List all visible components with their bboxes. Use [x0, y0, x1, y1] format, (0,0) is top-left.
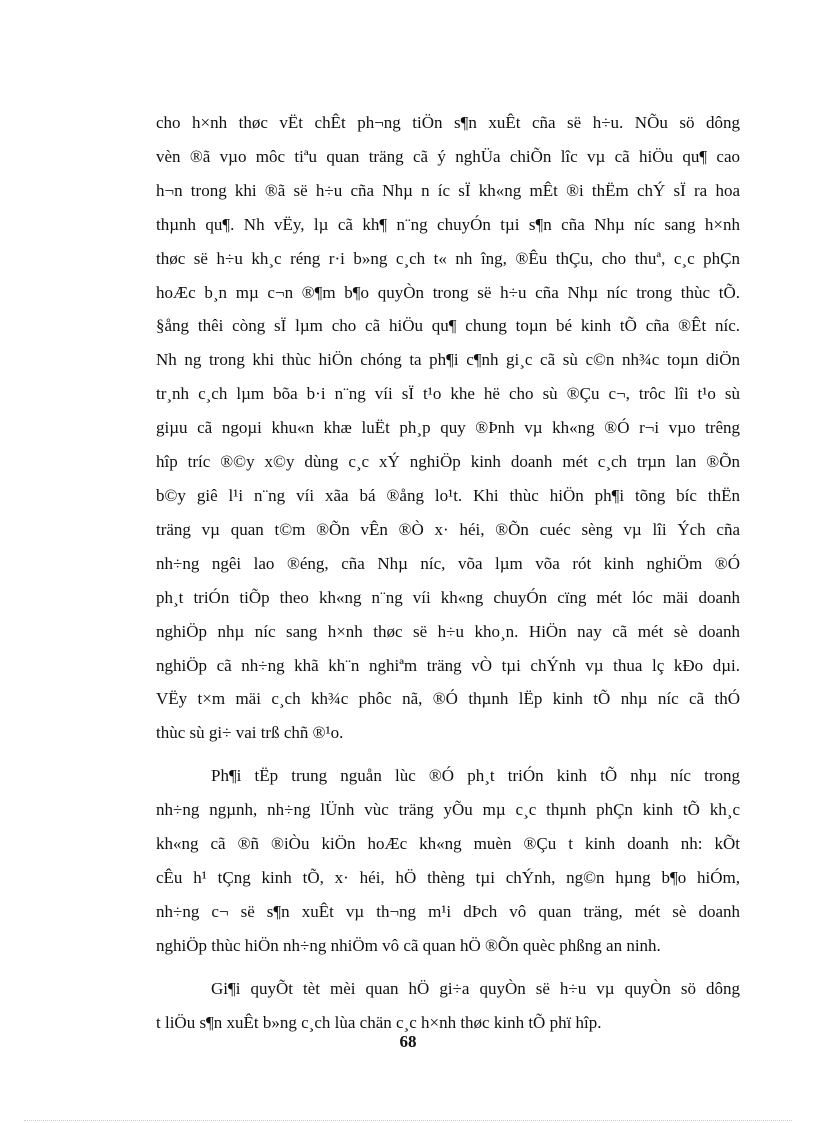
text-line: kh«ng cã ®ñ ®iÒu kiÖn hoÆc kh«ng muèn ®Çu t kinh doanh nh: kÕt [156, 834, 740, 854]
paragraph-1 [156, 106, 740, 750]
text-line: b©y giê l¹i n¨ng víi xãa bá ®ång lo¹t. Khi thùc hiÖn ph¶i tõng bíc thËn [156, 485, 740, 505]
text-line: thøc së h÷u kh¸c réng r·i b»ng c¸ch t« nh îng, ®Êu thÇu, cho thuª, c¸c phÇn [156, 248, 740, 268]
text-line: ph¸t triÓn tiÕp theo kh«ng n¨ng víi kh«ng chuyÓn cïng mét lóc mäi doanh [156, 587, 740, 607]
text-line: vèn ®ã vµo môc tiªu quan träng cã ý nghÜa chiÕn lîc vµ cã hiÖu qu¶ cao [156, 146, 740, 166]
text-line: träng vµ quan t©m ®Õn vÊn ®Ò x· héi, ®Õn cuéc sèng vµ lîi Ých cña [156, 519, 740, 539]
text-line-last: t liÖu s¶n xuÊt b»ng c¸ch lùa chän c¸c h×nh thøc kinh tÕ phï hîp. [156, 1012, 602, 1032]
text-line: VËy t×m mäi c¸ch kh¾c phôc nã, ®Ó thµnh lËp kinh tÕ nhµ níc cã thÓ [156, 689, 740, 709]
text-line: h¬n trong khi ®ã së h÷u cña Nhµ n íc sÏ kh«ng mÊt ®i thËm chÝ sÏ ra hoa [156, 180, 740, 200]
text-line-first: Ph¶i tËp trung nguån lùc ®Ó ph¸t triÓn kinh tÕ nhµ níc trong [211, 766, 740, 786]
text-line: thµnh qu¶. Nh vËy, lµ cã kh¶ n¨ng chuyÓn tµi s¶n cña Nhµ níc sang h×nh [156, 214, 740, 234]
paragraph-2 [156, 759, 740, 962]
page-bottom-divider [24, 1120, 792, 1121]
text-line: §ång thêi còng sÏ lµm cho cã hiÖu qu¶ chung toµn bé kinh tÕ cña ®Êt níc. [156, 316, 740, 336]
text-line: nh÷ng c¬ së s¶n xuÊt vµ th¬ng m¹i dÞch vô quan träng, mét sè doanh [156, 901, 740, 921]
text-line: Nh ng trong khi thùc hiÖn chóng ta ph¶i c¶nh gi¸c cã sù c©n nh¾c toµn diÖn [156, 350, 740, 370]
text-line: hîp tríc ®©y x©y dùng c¸c xÝ nghiÖp kinh doanh mét c¸ch trµn lan ®Õn [156, 452, 740, 472]
text-line: nghiÖp nhµ níc sang h×nh thøc së h÷u kho¸n. HiÖn nay cã mét sè doanh [156, 621, 740, 641]
text-line: tr¸nh c¸ch lµm bõa b·i n¨ng víi sÏ t¹o khe hë cho sù ®Çu c¬, trôc lîi t¹o sù [156, 384, 740, 404]
text-line-first: Gi¶i quyÕt tèt mèi quan hÖ gi÷a quyÒn së h÷u vµ quyÒn sö dông [211, 978, 740, 998]
paragraph-3 [156, 972, 740, 1040]
text-line: cÊu h¹ tÇng kinh tÕ, x· héi, hÖ thèng tµi chÝnh, ng©n hµng b¶o hiÓm, [156, 867, 740, 887]
text-line: nghiÖp cã nh÷ng khã kh¨n nghiªm träng vÒ tµi chÝnh vµ thua lç kÐo dµi. [156, 655, 740, 675]
text-line-last: thùc sù gi÷ vai trß chñ ®¹o. [156, 723, 344, 743]
text-line: hoÆc b¸n mµ c¬n ®¶m b¶o quyÒn trong së h÷u cña Nhµ níc trong thùc tÕ. [156, 282, 740, 302]
text-line: giµu cã ngoµi khu«n khæ luËt ph¸p quy ®Þnh vµ kh«ng ®Ó r¬i vµo trêng [156, 418, 740, 438]
body-text [156, 106, 740, 1039]
text-line-last: nghiÖp thùc hiÖn nh÷ng nhiÖm vô cã quan hÖ ®Õn quèc phßng an ninh. [156, 935, 661, 955]
text-line: cho h×nh thøc vËt chÊt ph¬ng tiÖn s¶n xuÊt cña së h÷u. NÕu sö dông [156, 113, 740, 132]
page-number: 68 [399, 1032, 417, 1051]
text-line: nh÷ng ngµnh, nh÷ng lÜnh vùc träng yÕu mµ c¸c thµnh phÇn kinh tÕ kh¸c [156, 800, 740, 820]
text-line: nh÷ng ngêi lao ®éng, cña Nhµ níc, võa lµm võa rót kinh nghiÖm ®Ó [156, 553, 740, 573]
